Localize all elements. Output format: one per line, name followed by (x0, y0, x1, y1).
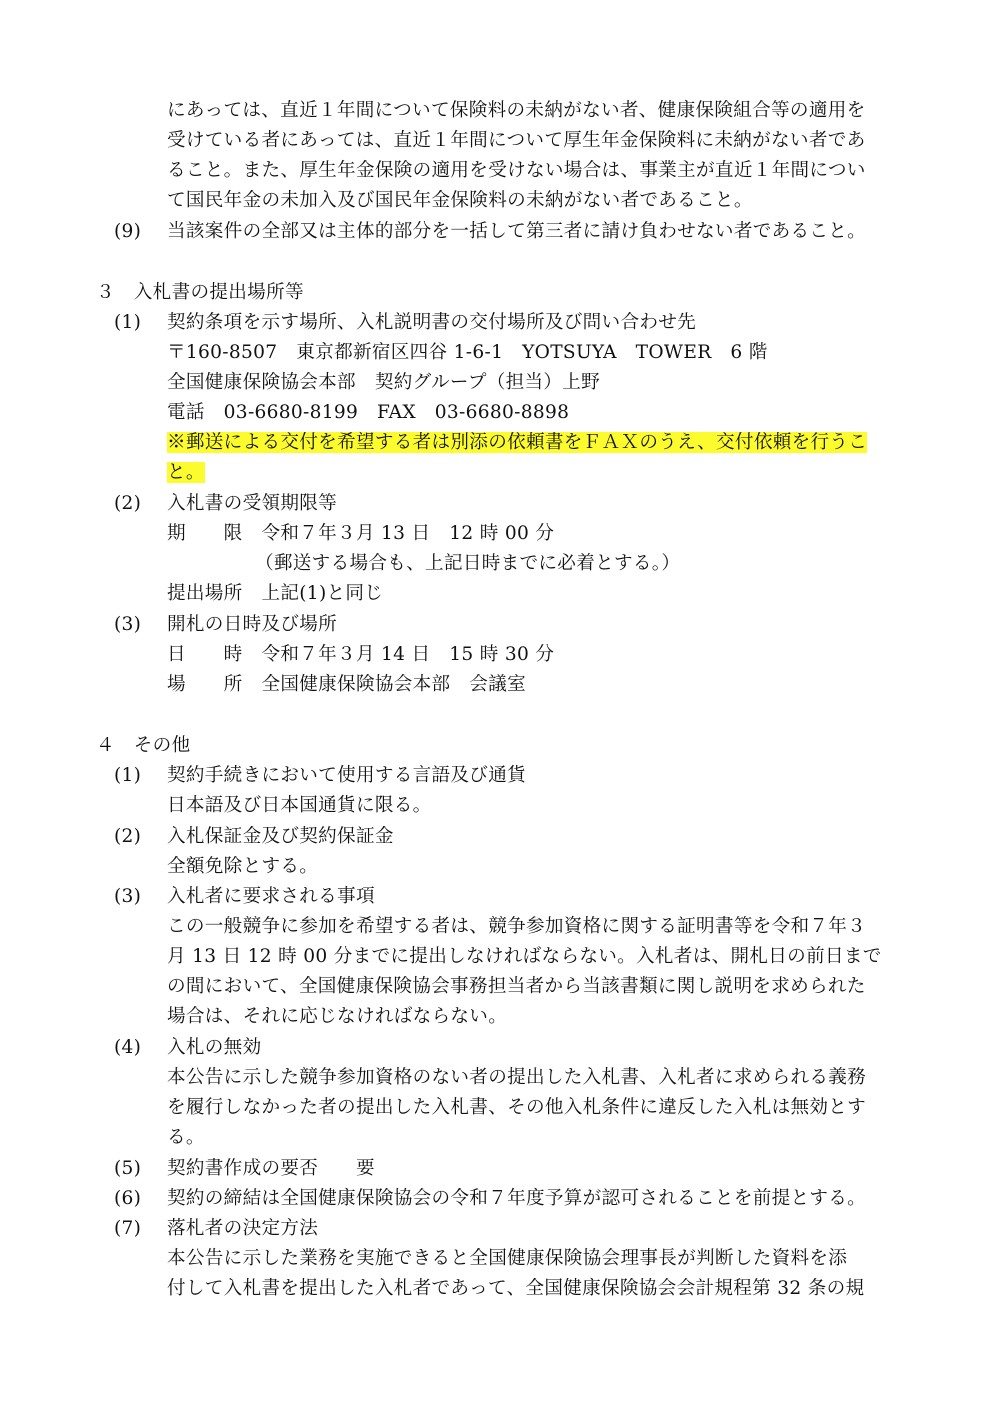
paragraph-line: て国民年金の未加入及び国民年金保険料の未納がない者であること。 (167, 190, 753, 211)
submission-place: 提出場所 上記(1)と同じ (167, 583, 384, 604)
item-text: 契約書作成の要否 要 (167, 1158, 375, 1179)
paragraph-line: 本公告に示した業務を実施できると全国健康保険協会理事長が判断した資料を添 (167, 1248, 848, 1269)
item-title: 入札者に要求される事項 (167, 886, 375, 907)
contact-phone-fax: 電話 03-6680-8199 FAX 03-6680-8898 (167, 402, 570, 423)
paragraph-line: 本公告に示した競争参加資格のない者の提出した入札書、入札者に求められる義務 (167, 1067, 867, 1088)
item-number: (1) (114, 312, 142, 333)
item-number: (9) (114, 221, 142, 242)
highlighted-note-line: ※郵送による交付を希望する者は別添の依頼書をＦＡＸのうえ、交付依頼を行うこ (167, 432, 868, 453)
contact-organization: 全国健康保険協会本部 契約グループ（担当）上野 (167, 372, 601, 393)
contact-address: 〒160-8507 東京都新宿区四谷 1-6-1 YOTSUYA TOWER 6 階 (167, 342, 768, 363)
item-number: (5) (114, 1158, 142, 1179)
item-number: (3) (114, 886, 142, 907)
item-title: 入札書の受領期限等 (167, 493, 338, 514)
item-text: 当該案件の全部又は主体的部分を一括して第三者に請け負わせない者であること。 (167, 221, 867, 242)
deadline: 期 限 令和７年３月 13 日 12 時 00 分 (167, 523, 555, 544)
item-number: (6) (114, 1188, 142, 1209)
item-body: 全額免除とする。 (167, 856, 319, 877)
item-number: (3) (114, 614, 142, 635)
paragraph-line: 受けている者にあっては、直近１年間について厚生年金保険料に未納がない者であ (167, 130, 866, 151)
item-title: 落札者の決定方法 (167, 1218, 319, 1239)
item-number: (4) (114, 1037, 142, 1058)
paragraph-line: 月 13 日 12 時 00 分までに提出しなければならない。入札者は、開札日の前日まで (167, 946, 882, 967)
item-title: 入札の無効 (167, 1037, 262, 1058)
item-text: 契約の締結は全国健康保険協会の令和７年度予算が認可されることを前提とする。 (167, 1188, 867, 1209)
highlighted-note (167, 458, 205, 488)
item-number: (1) (114, 765, 142, 786)
mail-note-text: （郵送する場合も、上記日時までに必着とする。） (255, 553, 681, 574)
mail-note (167, 549, 680, 579)
paragraph-line: 付して入札書を提出した入札者であって、全国健康保険協会会計規程第 32 条の規 (167, 1278, 865, 1299)
paragraph-line: る。 (167, 1127, 205, 1148)
paragraph-line: 場合は、それに応じなければならない。 (167, 1006, 508, 1027)
item-title: 開札の日時及び場所 (167, 614, 338, 635)
highlighted-note-line: と。 (167, 462, 205, 483)
opening-datetime: 日 時 令和７年３月 14 日 15 時 30 分 (167, 644, 555, 665)
item-title: 契約手続きにおいて使用する言語及び通貨 (167, 765, 526, 786)
paragraph-line: にあっては、直近１年間について保険料の未納がない者、健康保険組合等の適用を (167, 100, 866, 121)
section-heading: ３ 入札書の提出場所等 (96, 282, 304, 303)
paragraph-line: この一般競争に参加を希望する者は、競争参加資格に関する証明書等を令和７年３ (167, 916, 867, 937)
opening-place: 場 所 全国健康保険協会本部 会議室 (167, 674, 526, 695)
paragraph-line: を履行しなかった者の提出した入札書、その他入札条件に違反した入札は無効とす (167, 1097, 867, 1118)
item-number: (2) (114, 493, 142, 514)
paragraph-line: ること。また、厚生年金保険の適用を受けない場合は、事業主が直近１年間につい (167, 160, 866, 181)
item-title: 入札保証金及び契約保証金 (167, 826, 394, 847)
item-title: 契約条項を示す場所、入札説明書の交付場所及び問い合わせ先 (167, 312, 697, 333)
item-body: 日本語及び日本国通貨に限る。 (167, 795, 432, 816)
highlighted-note (167, 428, 867, 458)
item-number: (7) (114, 1218, 142, 1239)
item-number: (2) (114, 826, 142, 847)
paragraph-line: の間において、全国健康保険協会事務担当者から当該書類に関し説明を求められた (167, 976, 866, 997)
section-heading: ４ その他 (96, 735, 191, 756)
